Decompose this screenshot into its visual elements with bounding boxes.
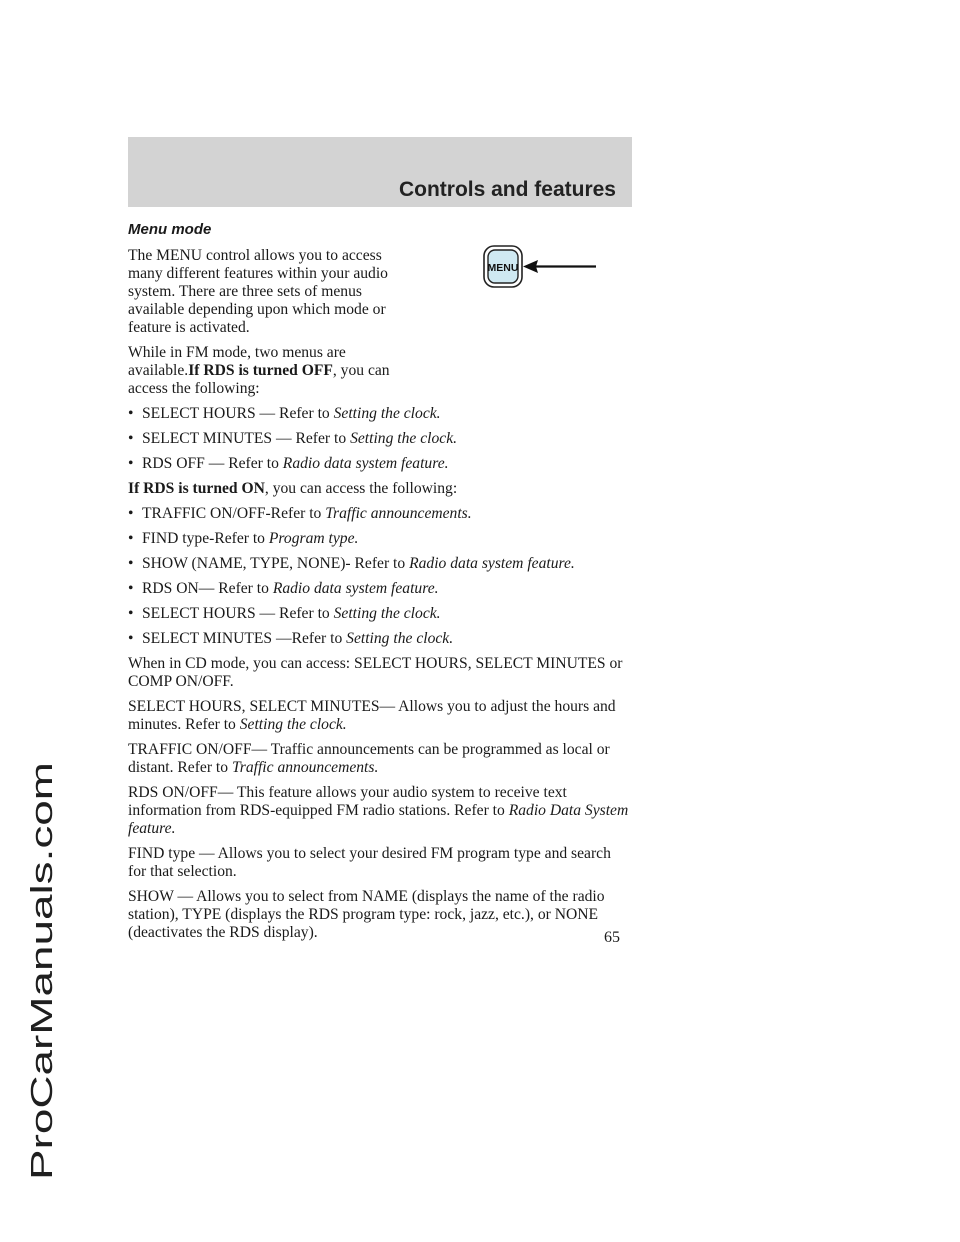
list-item: • RDS OFF — Refer to Radio data system feature. bbox=[128, 455, 449, 472]
fm-intro-suffix: , you can access the following: bbox=[128, 362, 390, 397]
list-item: • SELECT MINUTES — Refer to Setting the clock. bbox=[128, 430, 458, 447]
find-paragraph: FIND type — Allows you to select your desired FM program type and search for that selection. bbox=[128, 845, 611, 880]
fm-intro-bold: If RDS is turned OFF bbox=[188, 362, 333, 379]
traffic-paragraph: TRAFFIC ON/OFF— Traffic announcements can be programmed as local or distant. Refer to Traffic announcements. bbox=[128, 741, 610, 776]
fm-intro-text: While in FM mode, two menus are available. bbox=[128, 344, 346, 379]
list-item: • FIND type-Refer to Program type. bbox=[128, 530, 359, 547]
select-hours-paragraph: SELECT HOURS, SELECT MINUTES— Allows you to adjust the hours and minutes. Refer to Setting the clock. bbox=[128, 698, 616, 733]
list-item: • SELECT HOURS — Refer to Setting the clock. bbox=[128, 605, 441, 622]
rds-off-list bbox=[128, 405, 632, 473]
section-title: Controls and features bbox=[398, 178, 616, 201]
list-item: • TRAFFIC ON/OFF-Refer to Traffic announcements. bbox=[128, 505, 472, 522]
page-number: 65 bbox=[604, 929, 620, 946]
list-item: • SELECT HOURS — Refer to Setting the clock. bbox=[128, 405, 441, 422]
menu-mode-heading: Menu mode bbox=[128, 221, 212, 238]
header-band bbox=[128, 137, 632, 207]
rds-paragraph: RDS ON/OFF— This feature allows your audio system to receive text information from RDS-equipped FM radio stations. Refer to Radio Data System feature. bbox=[128, 784, 629, 837]
watermark-text: ProCarManuals.com bbox=[24, 897, 59, 1180]
list-item: • SELECT MINUTES —Refer to Setting the clock. bbox=[128, 630, 454, 647]
menu-button-figure bbox=[482, 244, 598, 290]
fm-intro-paragraph bbox=[128, 344, 390, 398]
intro-paragraph: The MENU control allows you to access many different features within your audio system. There are three sets of menus available depending upon which mode or feature is activated. bbox=[128, 247, 388, 336]
page-content bbox=[128, 221, 632, 949]
list-item: • RDS ON— Refer to Radio data system feature. bbox=[128, 580, 439, 597]
menu-button-label: MENU bbox=[487, 262, 519, 274]
arrow-head-icon bbox=[523, 260, 538, 273]
rds-on-intro: If RDS is turned ON, you can access the following: bbox=[128, 480, 458, 497]
rds-on-list bbox=[128, 505, 632, 648]
cd-mode-paragraph: When in CD mode, you can access: SELECT HOURS, SELECT MINUTES or COMP ON/OFF. bbox=[128, 655, 623, 690]
list-item: • SHOW (NAME, TYPE, NONE)- Refer to Radio data system feature. bbox=[128, 555, 575, 572]
watermark bbox=[22, 760, 62, 1180]
show-paragraph: SHOW — Allows you to select from NAME (displays the name of the radio station), TYPE (displays the RDS program type: rock, jazz, etc.), or NONE (deactivates the RDS display). bbox=[128, 888, 605, 941]
